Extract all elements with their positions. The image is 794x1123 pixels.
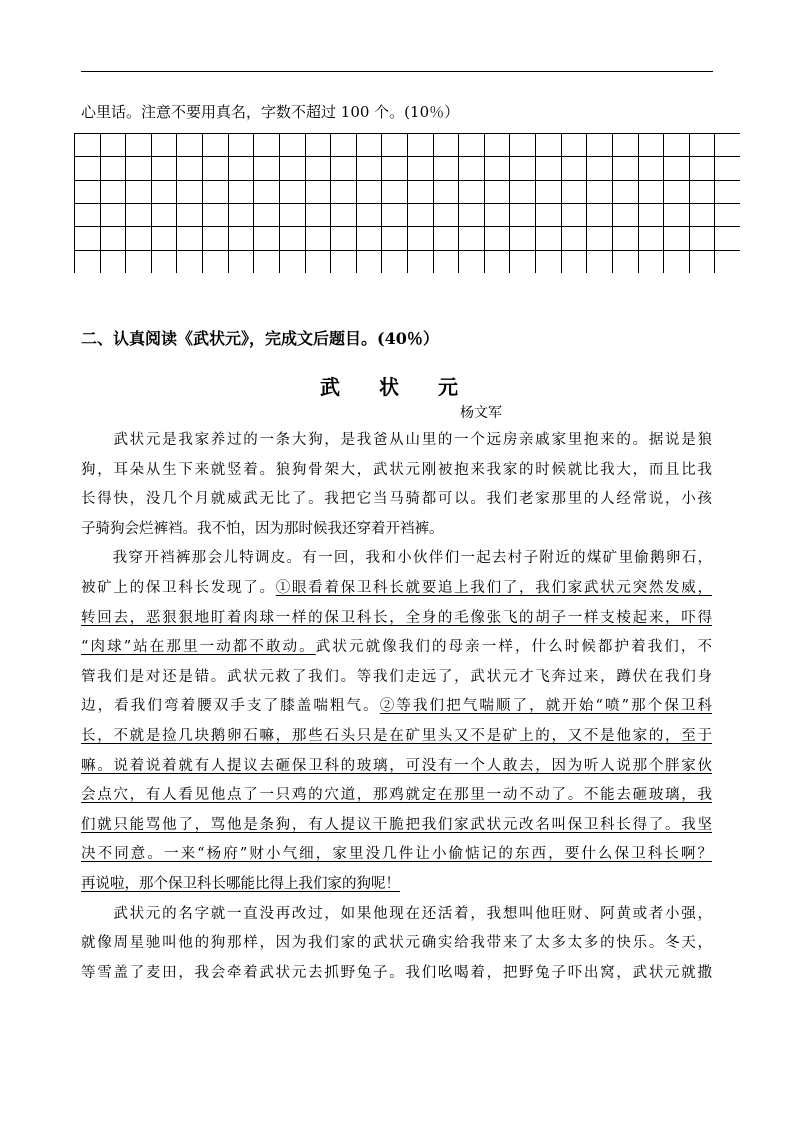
article-line	[81, 489, 712, 509]
underlined-passage: “肉球”站在那里一动都不敢动。	[81, 639, 316, 656]
text-segment: 武状元的名字就一直没再改过，如果他现在还活着，我想叫他旺财、阿黄或者小强，	[81, 905, 712, 922]
text-segment: 我穿开裆裤那会儿特调皮。有一回，我和小伙伴们一起去村子附近的煤矿里偷鹅卵石，	[81, 550, 712, 567]
underlined-passage: 转回去，恶狠狠地盯着肉球一样的保卫科长，全身的毛像张飞的胡子一样支棱起来，吓得	[81, 609, 712, 626]
section-heading: 二、认真阅读《武状元》，完成文后题目。(40％）	[81, 329, 439, 348]
article-line	[81, 667, 712, 687]
article-line	[81, 578, 712, 598]
article-line	[81, 460, 712, 480]
underlined-passage: 长，不就是捡几块鹅卵石嘛，那些石头只是在矿里头又不是矿上的，又不是他家的，至于	[81, 728, 712, 744]
article-line	[81, 933, 712, 953]
article-title: 武 状 元	[320, 375, 474, 399]
text-segment: 被矿上的保卫科长发现了。	[81, 580, 276, 596]
article-line	[81, 637, 712, 657]
text-segment: 等雪盖了麦田，我会牵着武状元去抓野兔子。我们吆喝着，把野兔子吓出窝，武状元就撒	[81, 964, 712, 981]
article-line	[81, 785, 712, 805]
text-segment: 狗，耳朵从生下来就竖着。狼狗骨架大，武状元刚被抱来我家的时候就比我大，而且比我	[81, 461, 712, 478]
article-line	[81, 608, 712, 628]
text-segment: 武状元是我家养过的一条大狗，是我爸从山里的一个远房亲戚家里抱来的。据说是狼	[81, 432, 712, 448]
article-line	[81, 844, 712, 864]
underlined-passage: 们就只能骂他了，骂他是条狗，有人提议干脆把我们家武状元改名叫保卫科长得了。我坚	[81, 816, 712, 833]
text-segment: 管我们是对还是错。武状元救了我们。等我们走远了，武状元才飞奔过来，蹲伏在我们身	[81, 668, 712, 685]
underlined-passage: 会点穴，有人看见他点了一只鸡的穴道，那鸡就定在那里一动不动了。不能去砸玻璃，我	[81, 787, 712, 804]
underlined-passage: ②等我们把气喘顺了，就开始“喷”那个保卫科	[379, 698, 713, 715]
article-line	[81, 874, 712, 894]
article-line	[81, 815, 712, 835]
text-segment: 子骑狗会烂裤裆。我不怕，因为那时候我还穿着开裆裤。	[81, 520, 444, 537]
article-line	[81, 696, 712, 716]
instruction-tail: 心里话。注意不要用真名，字数不超过 100 个。(10％）	[81, 103, 460, 121]
underlined-passage: 再说啦，那个保卫科长哪能比得上我们家的狗呢！	[81, 876, 400, 892]
underlined-passage: ①眼看着保卫科长就要追上我们了，我们家武状元突然发威，	[275, 580, 713, 596]
article-line	[81, 963, 712, 983]
underlined-passage: 嘛。说着说着就有人提议去砸保卫科的玻璃，可没有一个人敢去，因为听人说那个胖家伙	[81, 757, 712, 774]
writing-grid[interactable]	[74, 133, 740, 273]
text-segment: 武状元就像我们的母亲一样，什么时候都护着我们，不	[315, 639, 713, 656]
text-segment: 就像周星驰叫他的狗那样，因为我们家的武状元确实给我带来了太多太多的快乐。冬天，	[81, 935, 712, 952]
article-author: 杨文军	[460, 405, 502, 421]
article-line	[81, 756, 712, 776]
article-line	[81, 430, 712, 450]
text-segment: 长得快，没几个月就威武无比了。我把它当马骑都可以。我们老家那里的人经常说，小孩	[81, 491, 712, 508]
article-line	[81, 726, 712, 746]
text-segment: 边，看我们弯着腰双手支了膝盖喘粗气。	[81, 698, 380, 715]
article-line	[81, 548, 712, 568]
top-rule	[81, 71, 713, 72]
underlined-passage: 决不同意。一来“杨府”财小气细，家里没几件让小偷惦记的东西，要什么保卫科长啊？	[81, 846, 712, 863]
article-line	[81, 904, 712, 924]
article-line	[81, 519, 712, 539]
